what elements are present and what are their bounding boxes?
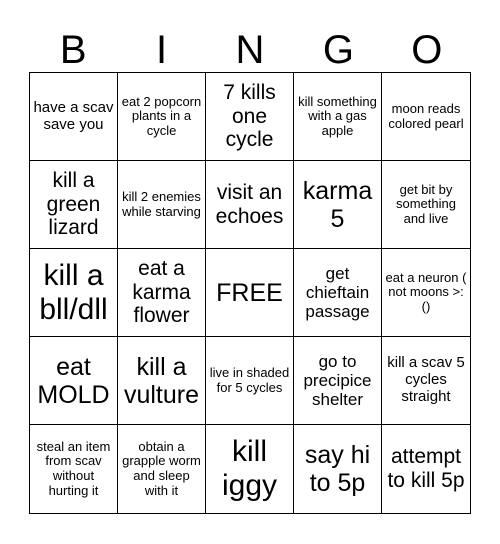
bingo-cell[interactable]: get chieftain passage [294,249,382,337]
bingo-cell[interactable]: karma 5 [294,161,382,249]
bingo-cell[interactable]: 7 kills one cycle [206,73,294,161]
bingo-cell[interactable]: obtain a grapple worm and sleep with it [118,425,206,513]
bingo-cell[interactable]: eat a karma flower [118,249,206,337]
bingo-cell[interactable]: get bit by something and live [382,161,470,249]
bingo-cell[interactable]: go to precipice shelter [294,337,382,425]
header-letter-o: O [411,28,443,72]
bingo-cell[interactable]: moon reads colored pearl [382,73,470,161]
header-letter-i: I [156,28,168,72]
bingo-cell[interactable]: kill 2 enemies while starving [118,161,206,249]
bingo-cell[interactable]: live in shaded for 5 cycles [206,337,294,425]
bingo-cell[interactable]: kill a scav 5 cycles straight [382,337,470,425]
bingo-cell[interactable]: kill a bll/dll [30,249,118,337]
bingo-cell[interactable]: say hi to 5p [294,425,382,513]
bingo-cell[interactable]: kill iggy [206,425,294,513]
bingo-cell[interactable]: eat a neuron ( not moons >:() [382,249,470,337]
bingo-cell[interactable]: attempt to kill 5p [387,445,465,492]
bingo-cell[interactable]: steal an item from scav without hurting it [30,425,118,513]
bingo-board [29,72,471,514]
bingo-cell[interactable]: kill something with a gas apple [294,73,382,161]
bingo-cell[interactable]: kill a vulture [118,337,206,425]
header-letter-n: N [235,28,265,72]
header-letter-b: B [59,28,87,72]
bingo-cell[interactable]: visit an echoes [206,161,294,249]
bingo-cell-free[interactable]: FREE [206,249,294,337]
bingo-cell[interactable]: have a scav save you [30,73,118,161]
header-letter-g: G [322,28,354,72]
bingo-header [29,28,471,72]
bingo-cell[interactable]: eat MOLD [30,337,118,425]
bingo-cell[interactable]: eat 2 popcorn plants in a cycle [118,73,206,161]
bingo-cell[interactable]: kill a green lizard [30,161,118,249]
